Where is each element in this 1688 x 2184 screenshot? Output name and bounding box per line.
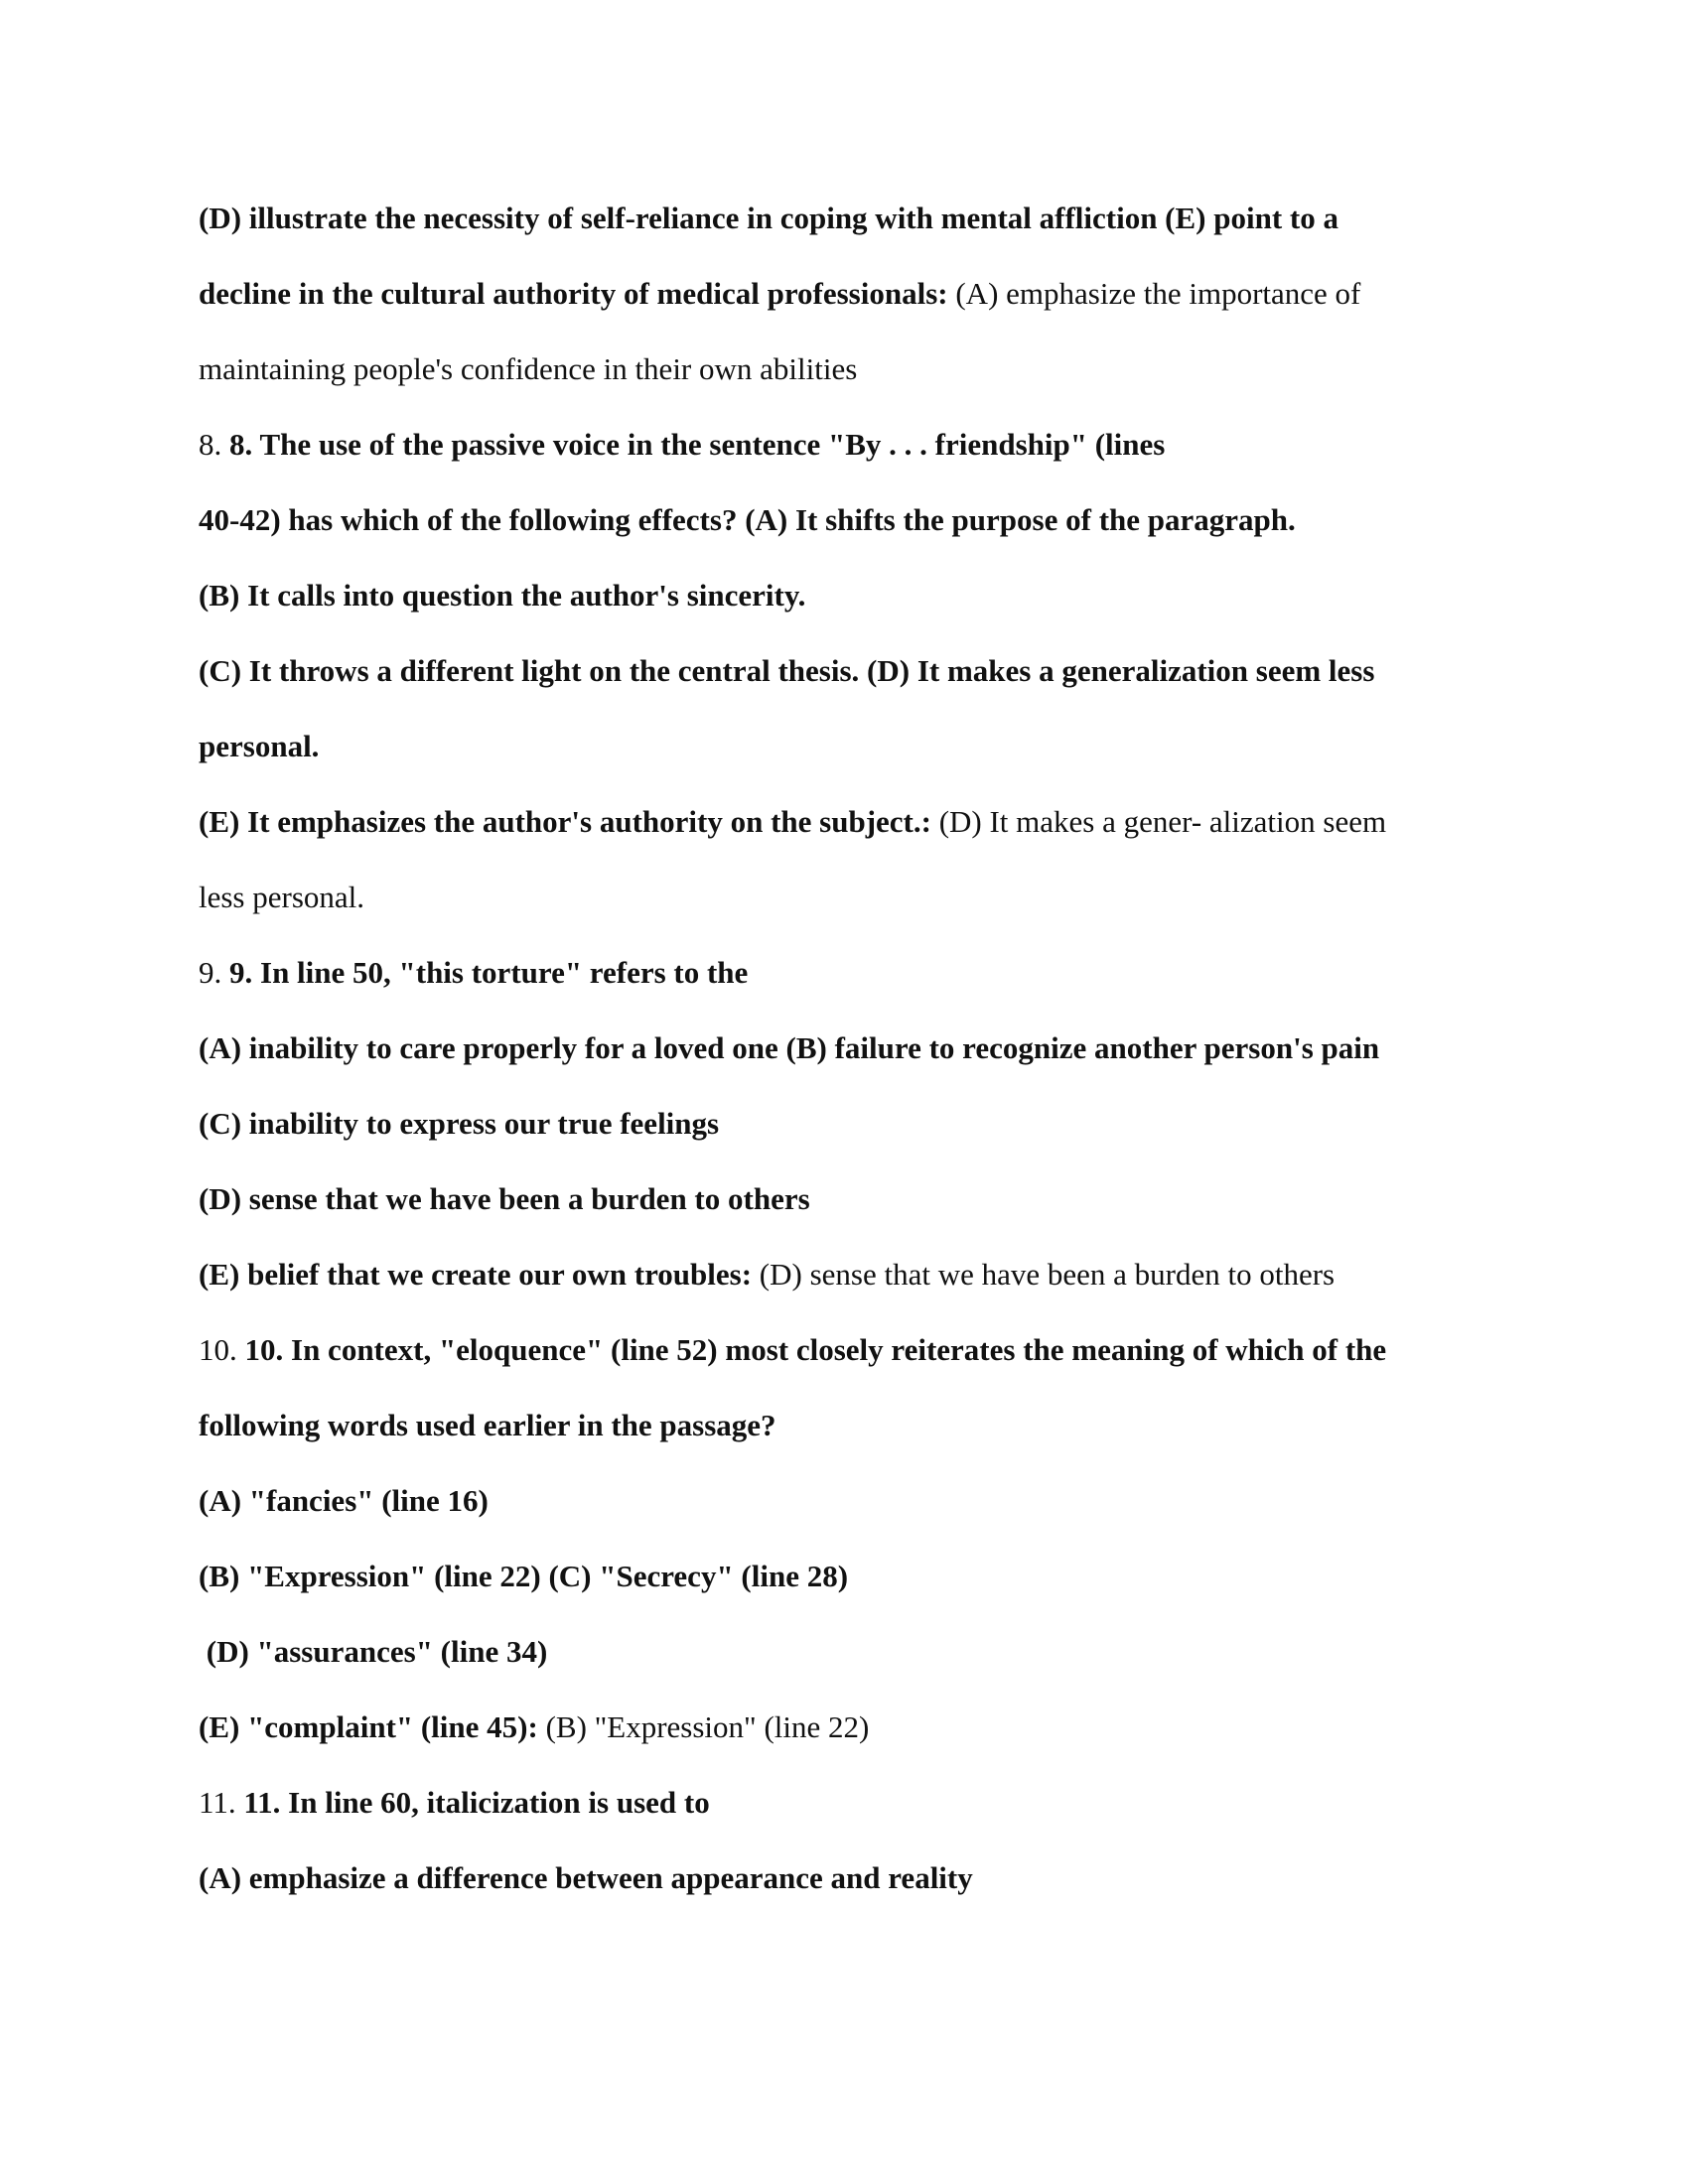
option-text: (A) inability to care properly for a loved one (B) failure to recognize another person's pain (199, 1030, 1380, 1065)
question-number: 11. (199, 1785, 236, 1820)
text-line-19 (199, 1557, 848, 1596)
text-line-8 (199, 727, 319, 766)
text-line-10 (199, 878, 364, 917)
option-text: (D) "assurances" (line 34) (199, 1634, 548, 1669)
text-line-3 (199, 349, 857, 389)
question-text: 9. In line 50, "this torture" refers to the (229, 955, 749, 990)
option-text: (A) emphasize a difference between appearance and reality (199, 1860, 973, 1895)
text-line-17 (199, 1406, 776, 1445)
option-text: (E) belief that we create our own troubles: (199, 1257, 753, 1292)
question-number: 8. (199, 427, 222, 462)
answer-text: (D) sense that we have been a burden to others (759, 1257, 1336, 1292)
text-line-21 (199, 1707, 869, 1747)
question-number: 10. (199, 1332, 237, 1367)
option-text: (E) It emphasizes the author's authority on the subject.: (199, 804, 931, 839)
question-text: 11. In line 60, italicization is used to (243, 1785, 710, 1820)
question-9-line (199, 953, 748, 993)
option-text: personal. (199, 729, 320, 763)
question-text: 40-42) has which of the following effects? (A) It shifts the purpose of the paragraph. (199, 502, 1296, 537)
text-line-9 (199, 802, 1386, 842)
text-line-6 (199, 576, 805, 615)
question-text: 10. In context, "eloquence" (line 52) most closely reiterates the meaning of which of the (244, 1332, 1387, 1367)
text-line-2 (199, 274, 1360, 314)
text-line-14 (199, 1179, 810, 1219)
option-text: (D) sense that we have been a burden to others (199, 1181, 810, 1216)
answer-text: maintaining people's confidence in their own abilities (199, 351, 858, 386)
question-text: 8. The use of the passive voice in the sentence "By . . . friendship" (lines (229, 427, 1166, 462)
option-text: decline in the cultural authority of medical professionals: (199, 276, 948, 311)
question-number: 9. (199, 955, 222, 990)
answer-text: (B) "Expression" (line 22) (545, 1709, 870, 1744)
option-text: (B) It calls into question the author's sincerity. (199, 578, 806, 613)
text-line-13 (199, 1104, 719, 1144)
text-line-7 (199, 651, 1374, 691)
answer-text: (A) emphasize the importance of (955, 276, 1361, 311)
question-10-line (199, 1330, 1386, 1370)
option-text: (B) "Expression" (line 22) (C) "Secrecy" (line 28) (199, 1559, 849, 1593)
option-text: (E) "complaint" (line 45): (199, 1709, 538, 1744)
question-8-line (199, 425, 1165, 465)
text-line-18 (199, 1481, 489, 1521)
option-text: (D) illustrate the necessity of self-reliance in coping with mental affliction (E) point to a (199, 201, 1338, 235)
answer-text: less personal. (199, 880, 365, 914)
question-11-line (199, 1783, 710, 1823)
text-line-1 (199, 199, 1338, 238)
text-line-12 (199, 1028, 1379, 1068)
option-text: (A) "fancies" (line 16) (199, 1483, 489, 1518)
text-line-15 (199, 1255, 1335, 1295)
text-line-20 (199, 1632, 547, 1672)
answer-text: (D) It makes a gener- alization seem (938, 804, 1387, 839)
question-text: following words used earlier in the passage? (199, 1408, 776, 1442)
text-line-23 (199, 1858, 973, 1898)
text-line-5 (199, 500, 1296, 540)
option-text: (C) It throws a different light on the central thesis. (D) It makes a generalization seem less (199, 653, 1375, 688)
option-text: (C) inability to express our true feelings (199, 1106, 720, 1141)
